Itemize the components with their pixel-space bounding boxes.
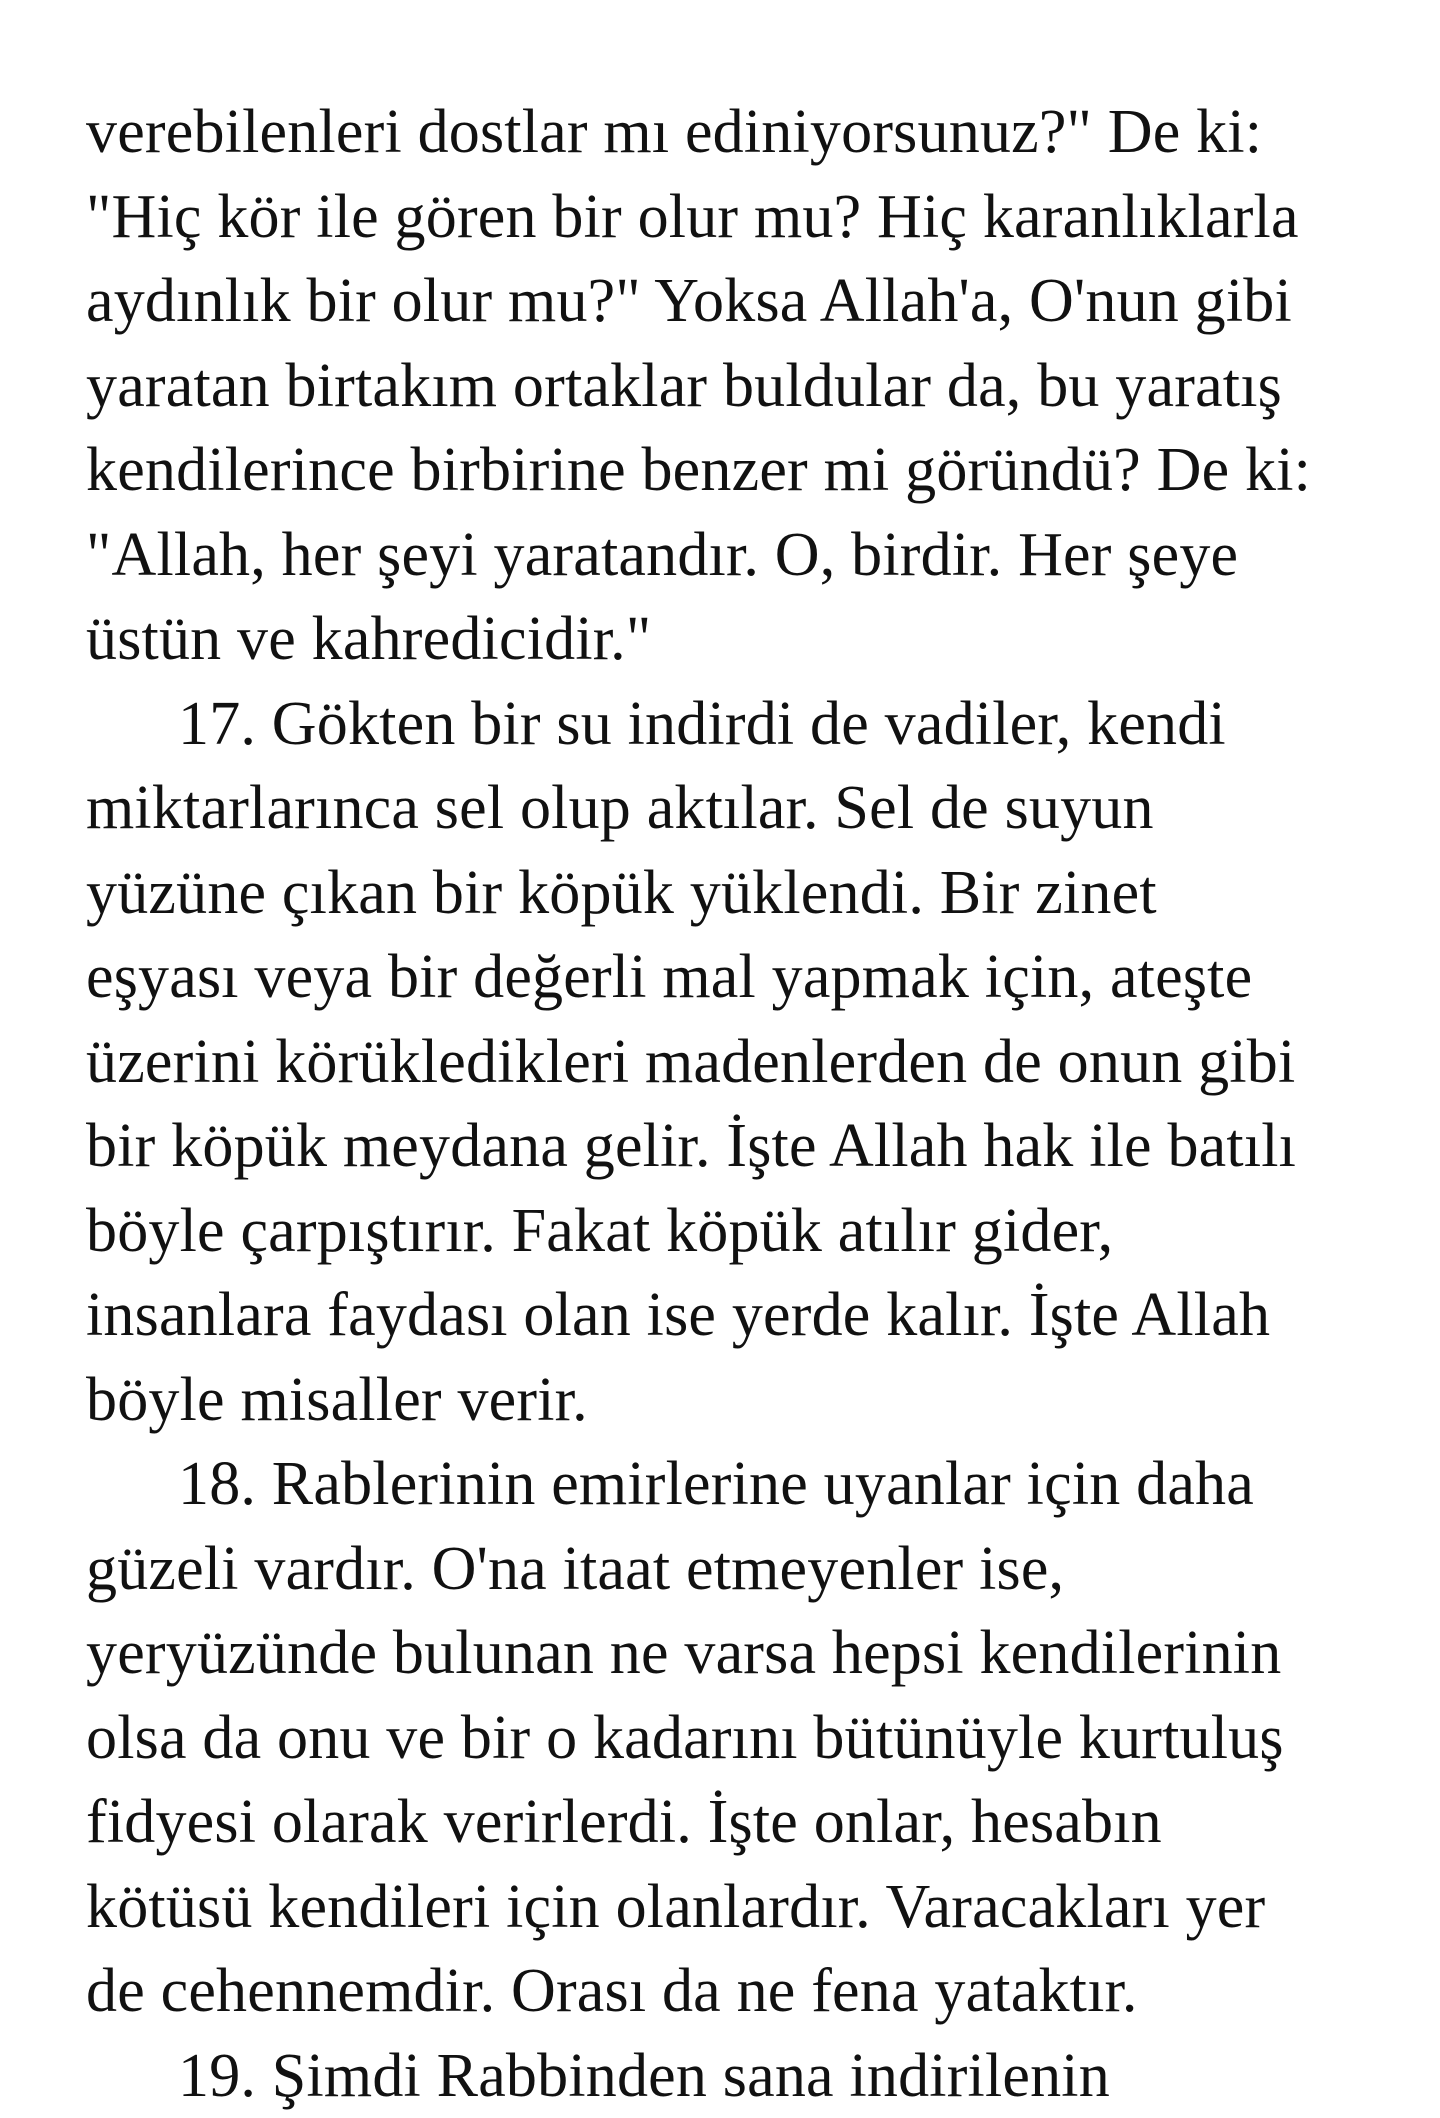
text-line: yüzüne çıkan bir köpük yüklendi. Bir zinet xyxy=(86,851,1386,936)
text-line: yeryüzünde bulunan ne varsa hepsi kendilerinin xyxy=(86,1611,1386,1696)
verse-18-start: 18. Rablerinin emirlerine uyanlar için daha xyxy=(86,1442,1386,1527)
text-line: böyle misaller verir. xyxy=(86,1358,1386,1443)
text-line: fidyesi olarak verirlerdi. İşte onlar, hesabın xyxy=(86,1780,1386,1865)
text-line: verebilenleri dostlar mı ediniyorsunuz?" De ki: xyxy=(86,90,1386,175)
text-line: üzerini körükledikleri madenlerden de onun gibi xyxy=(86,1020,1386,1105)
verse-17-start: 17. Gökten bir su indirdi de vadiler, kendi xyxy=(86,682,1386,767)
text-line: insanlara faydası olan ise yerde kalır. İşte Allah xyxy=(86,1273,1386,1358)
text-line: "Allah, her şeyi yaratandır. O, birdir. Her şeye xyxy=(86,513,1386,598)
text-line: de cehennemdir. Orası da ne fena yataktır. xyxy=(86,1949,1386,2034)
text-line: kendilerince birbirine benzer mi göründü? De ki: xyxy=(86,428,1386,513)
text-line: olsa da onu ve bir o kadarını bütünüyle kurtuluş xyxy=(86,1696,1386,1781)
text-line: üstün ve kahredicidir." xyxy=(86,597,1386,682)
text-line: miktarlarınca sel olup aktılar. Sel de suyun xyxy=(86,766,1386,851)
text-line: güzeli vardır. O'na itaat etmeyenler ise, xyxy=(86,1527,1386,1612)
text-line: yaratan birtakım ortaklar buldular da, bu yaratış xyxy=(86,344,1386,429)
verse-19-start: 19. Şimdi Rabbinden sana indirilenin xyxy=(86,2034,1386,2118)
text-line: aydınlık bir olur mu?" Yoksa Allah'a, O'nun gibi xyxy=(86,259,1386,344)
text-line: bir köpük meydana gelir. İşte Allah hak ile batılı xyxy=(86,1104,1386,1189)
text-line: eşyası veya bir değerli mal yapmak için, ateşte xyxy=(86,935,1386,1020)
document-page xyxy=(86,90,1386,2118)
text-line: kötüsü kendileri için olanlardır. Varacakları yer xyxy=(86,1865,1386,1950)
text-line: "Hiç kör ile gören bir olur mu? Hiç karanlıklarla xyxy=(86,175,1386,260)
text-line: böyle çarpıştırır. Fakat köpük atılır gider, xyxy=(86,1189,1386,1274)
